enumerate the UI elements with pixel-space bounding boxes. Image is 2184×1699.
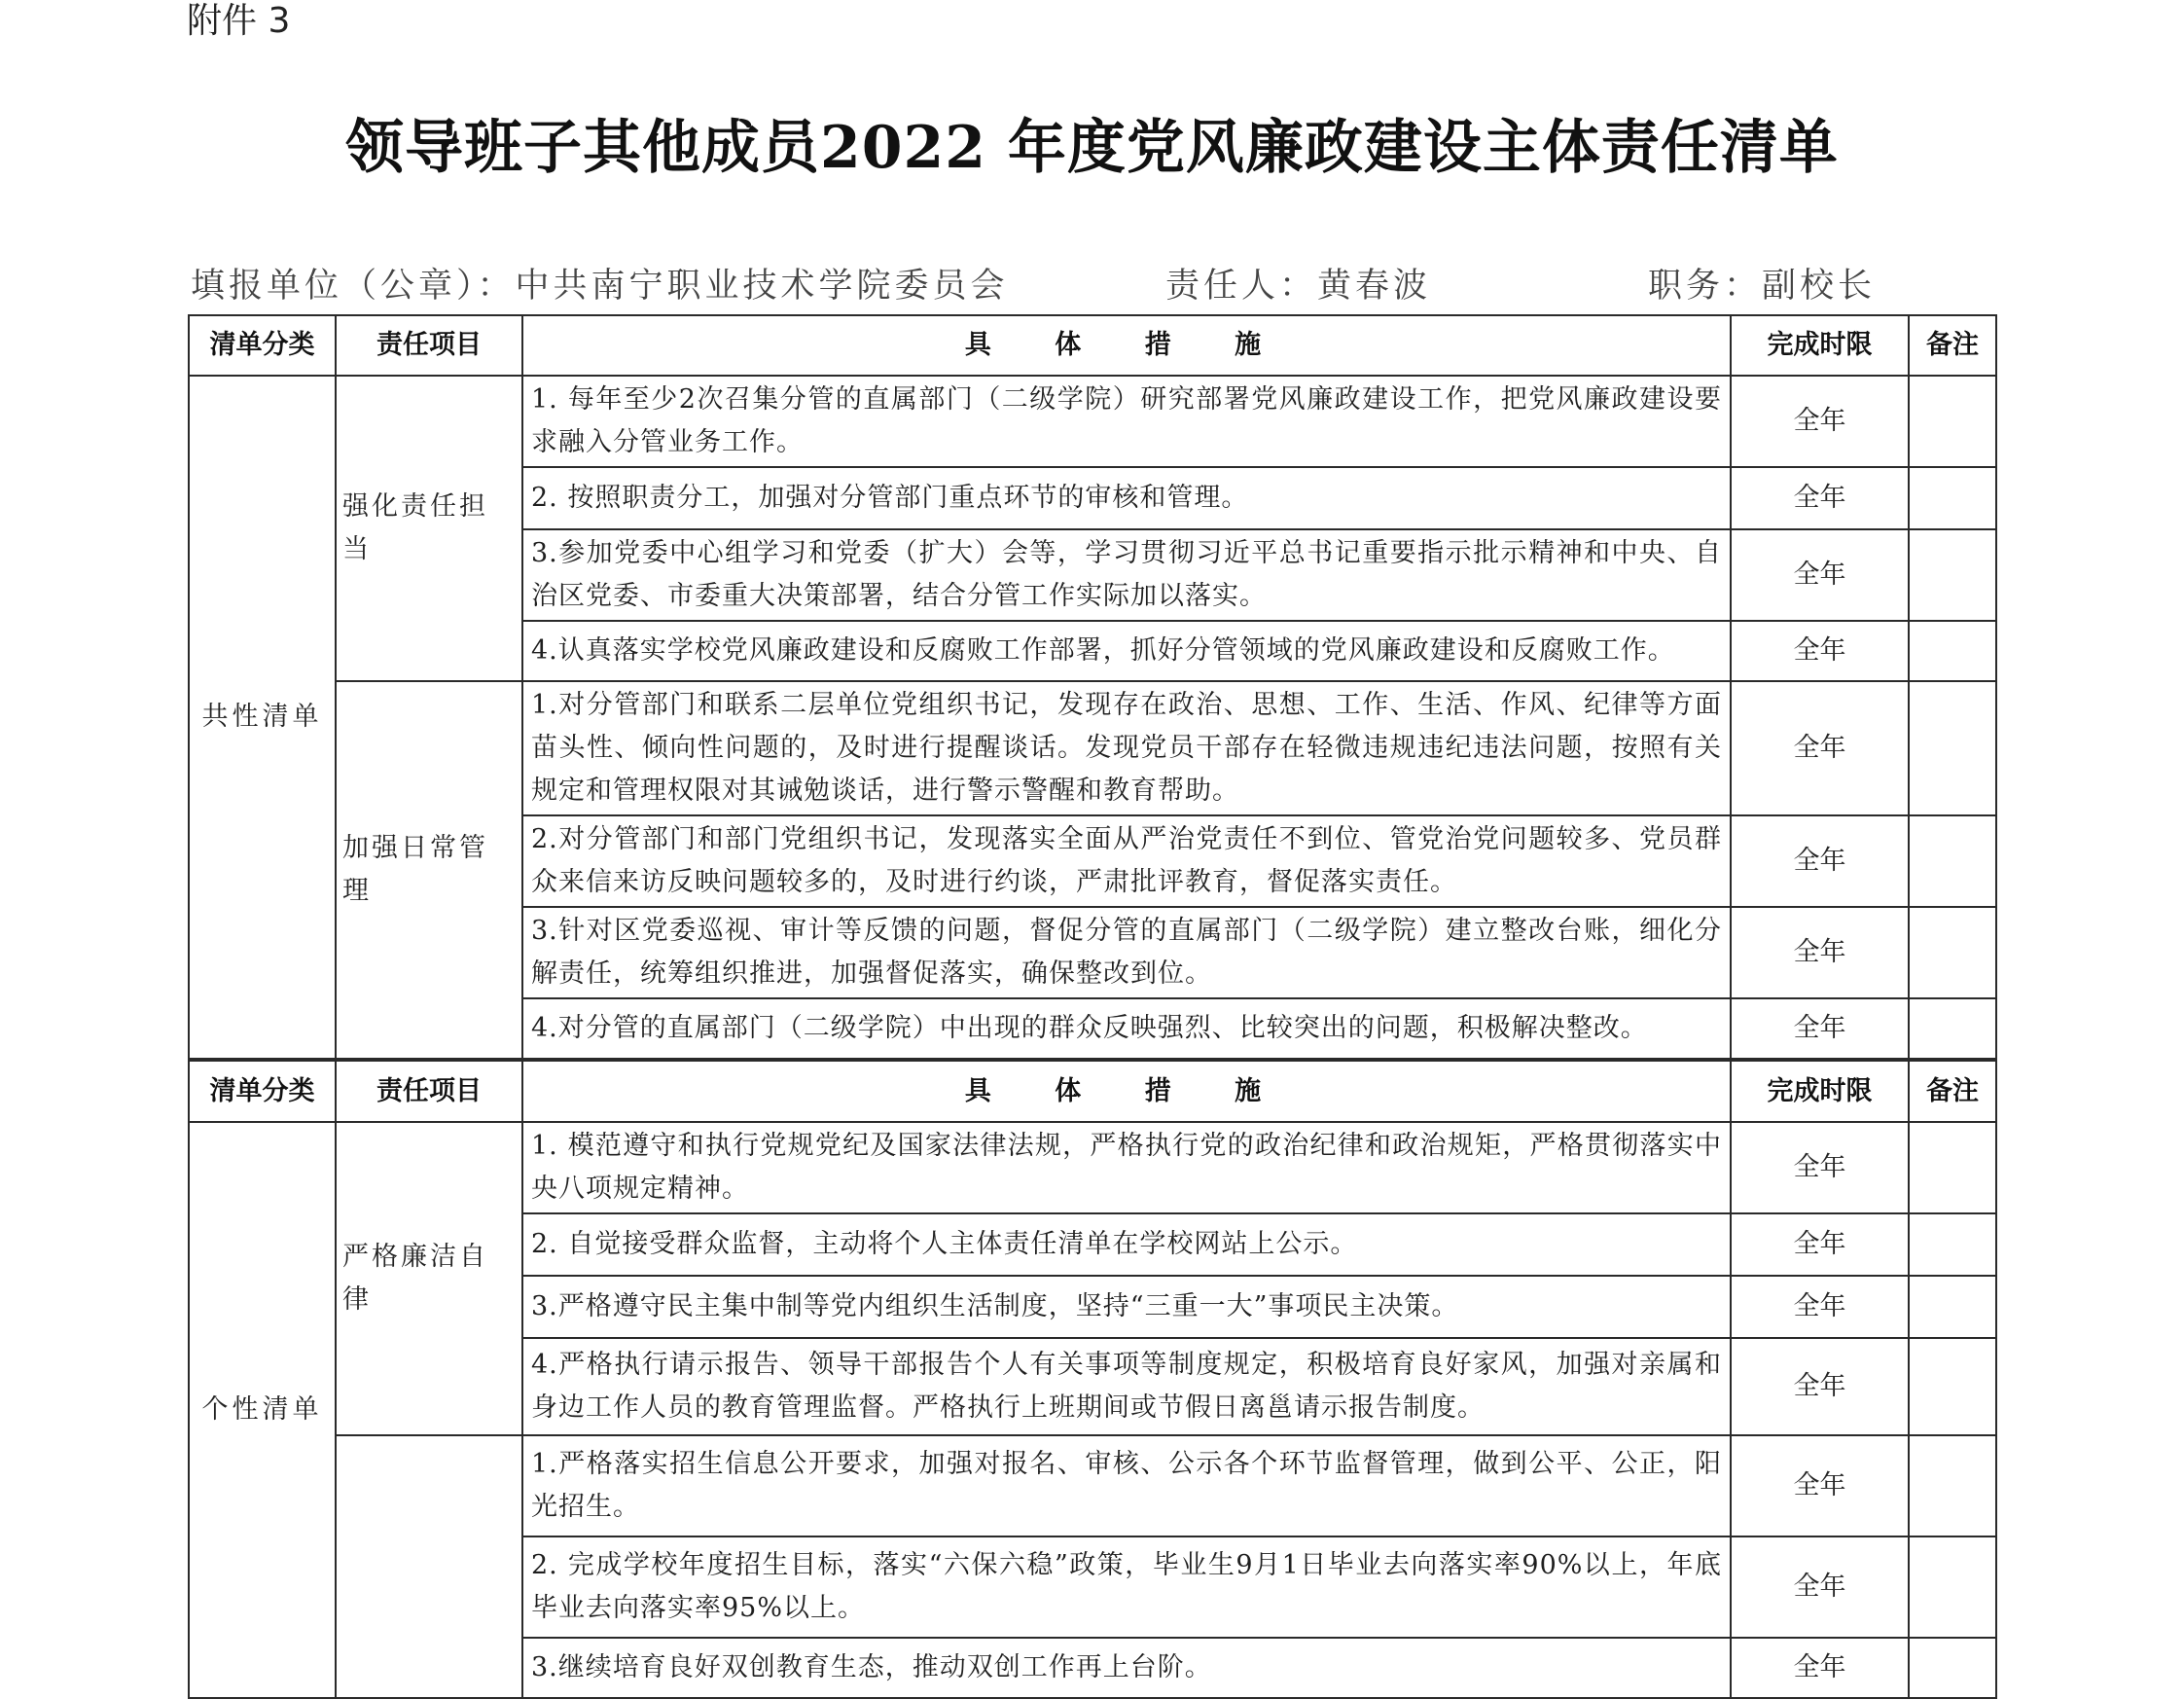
remarks-cell <box>1909 1638 1996 1698</box>
remarks-cell <box>1909 998 1996 1060</box>
item-self-discipline: 严格廉洁自律 <box>336 1122 522 1435</box>
measure-cell: 1. 模范遵守和执行党规党纪及国家法律法规，严格执行党的政治纪律和政治规矩，严格贯彻落实中央八项规定精神。 <box>522 1122 1731 1213</box>
deadline-cell: 全年 <box>1731 376 1909 467</box>
measure-cell: 3.继续培育良好双创教育生态，推动双创工作再上台阶。 <box>522 1638 1731 1698</box>
remarks-cell <box>1909 1276 1996 1338</box>
deadline-cell: 全年 <box>1731 1536 1909 1638</box>
header-remarks: 备注 <box>1909 315 1996 376</box>
header-category: 清单分类 <box>189 1060 336 1122</box>
header-item: 责任项目 <box>336 315 522 376</box>
attachment-label: 附件 3 <box>187 1 291 41</box>
measure-cell: 4.认真落实学校党风廉政建设和反腐败工作部署，抓好分管领域的党风廉政建设和反腐败工作。 <box>522 621 1731 681</box>
remarks-cell <box>1909 1536 1996 1638</box>
reporting-unit: 填报单位（公章）：中共南宁职业技术学院委员会 <box>191 267 1009 306</box>
remarks-cell <box>1909 376 1996 467</box>
deadline-cell: 全年 <box>1731 467 1909 529</box>
remarks-cell <box>1909 681 1996 815</box>
category-personal: 个性清单 <box>189 1122 336 1698</box>
header-measures: 具 体 措 施 <box>522 315 1731 376</box>
remarks-cell <box>1909 621 1996 681</box>
deadline-cell: 全年 <box>1731 681 1909 815</box>
deadline-cell: 全年 <box>1731 1213 1909 1276</box>
measure-cell: 3.严格遵守民主集中制等党内组织生活制度，坚持“三重一大”事项民主决策。 <box>522 1276 1731 1338</box>
position: 职务：副校长 <box>1648 267 1877 306</box>
document-title: 领导班子其他成员2022 年度党风廉政建设主体责任清单 <box>345 114 1839 182</box>
header-deadline: 完成时限 <box>1731 1060 1909 1122</box>
deadline-cell: 全年 <box>1731 529 1909 621</box>
remarks-cell <box>1909 1338 1996 1435</box>
deadline-cell: 全年 <box>1731 1435 1909 1536</box>
deadline-cell: 全年 <box>1731 1122 1909 1213</box>
table-row <box>189 1122 1996 1213</box>
remarks-cell <box>1909 815 1996 907</box>
measure-cell: 2.对分管部门和部门党组织书记，发现落实全面从严治党责任不到位、管党治党问题较多、党员群众来信来访反映问题较多的，及时进行约谈，严肃批评教育，督促落实责任。 <box>522 815 1731 907</box>
responsibility-table <box>188 314 1997 1699</box>
remarks-cell <box>1909 467 1996 529</box>
measure-cell: 2. 按照职责分工，加强对分管部门重点环节的审核和管理。 <box>522 467 1731 529</box>
header-remarks: 备注 <box>1909 1060 1996 1122</box>
deadline-cell: 全年 <box>1731 907 1909 998</box>
table-row <box>189 1435 1996 1536</box>
table-header-row <box>189 315 1996 376</box>
remarks-cell <box>1909 907 1996 998</box>
deadline-cell: 全年 <box>1731 815 1909 907</box>
remarks-cell <box>1909 529 1996 621</box>
measure-cell: 4.对分管的直属部门（二级学院）中出现的群众反映强烈、比较突出的问题，积极解决整改。 <box>522 998 1731 1060</box>
measure-cell: 3.参加党委中心组学习和党委（扩大）会等，学习贯彻习近平总书记重要指示批示精神和中央、自治区党委、市委重大决策部署，结合分管工作实际加以落实。 <box>522 529 1731 621</box>
measure-cell: 1. 每年至少2次召集分管的直属部门（二级学院）研究部署党风廉政建设工作，把党风廉政建设要求融入分管业务工作。 <box>522 376 1731 467</box>
deadline-cell: 全年 <box>1731 1638 1909 1698</box>
table-header-row <box>189 1060 1996 1122</box>
responsible-person: 责任人：黄春波 <box>1165 267 1432 306</box>
measure-cell: 3.针对区党委巡视、审计等反馈的问题，督促分管的直属部门（二级学院）建立整改台账，细化分解责任，统筹组织推进，加强督促落实，确保整改到位。 <box>522 907 1731 998</box>
item-daily-management: 加强日常管理 <box>336 681 522 1060</box>
item-responsibility: 强化责任担当 <box>336 376 522 681</box>
remarks-cell <box>1909 1122 1996 1213</box>
header-item: 责任项目 <box>336 1060 522 1122</box>
table-row <box>189 681 1996 815</box>
table-row <box>189 376 1996 467</box>
deadline-cell: 全年 <box>1731 998 1909 1060</box>
measure-cell: 4.严格执行请示报告、领导干部报告个人有关事项等制度规定，积极培育良好家风，加强对亲属和身边工作人员的教育管理监督。严格执行上班期间或节假日离邕请示报告制度。 <box>522 1338 1731 1435</box>
deadline-cell: 全年 <box>1731 621 1909 681</box>
measure-cell: 1.严格落实招生信息公开要求，加强对报名、审核、公示各个环节监督管理，做到公平、公正，阳光招生。 <box>522 1435 1731 1536</box>
deadline-cell: 全年 <box>1731 1276 1909 1338</box>
measure-cell: 2. 自觉接受群众监督，主动将个人主体责任清单在学校网站上公示。 <box>522 1213 1731 1276</box>
measure-cell: 1.对分管部门和联系二层单位党组织书记，发现存在政治、思想、工作、生活、作风、纪律等方面苗头性、倾向性问题的，及时进行提醒谈话。发现党员干部存在轻微违规违纪违法问题，按照有关规定和管理权限对其诫勉谈话，进行警示警醒和教育帮助。 <box>522 681 1731 815</box>
measure-cell: 2. 完成学校年度招生目标，落实“六保六稳”政策，毕业生9月1日毕业去向落实率90%以上，年底毕业去向落实率95%以上。 <box>522 1536 1731 1638</box>
item-personal-empty <box>336 1435 522 1698</box>
category-common: 共性清单 <box>189 376 336 1060</box>
deadline-cell: 全年 <box>1731 1338 1909 1435</box>
remarks-cell <box>1909 1435 1996 1536</box>
header-category: 清单分类 <box>189 315 336 376</box>
header-measures: 具 体 措 施 <box>522 1060 1731 1122</box>
remarks-cell <box>1909 1213 1996 1276</box>
header-deadline: 完成时限 <box>1731 315 1909 376</box>
